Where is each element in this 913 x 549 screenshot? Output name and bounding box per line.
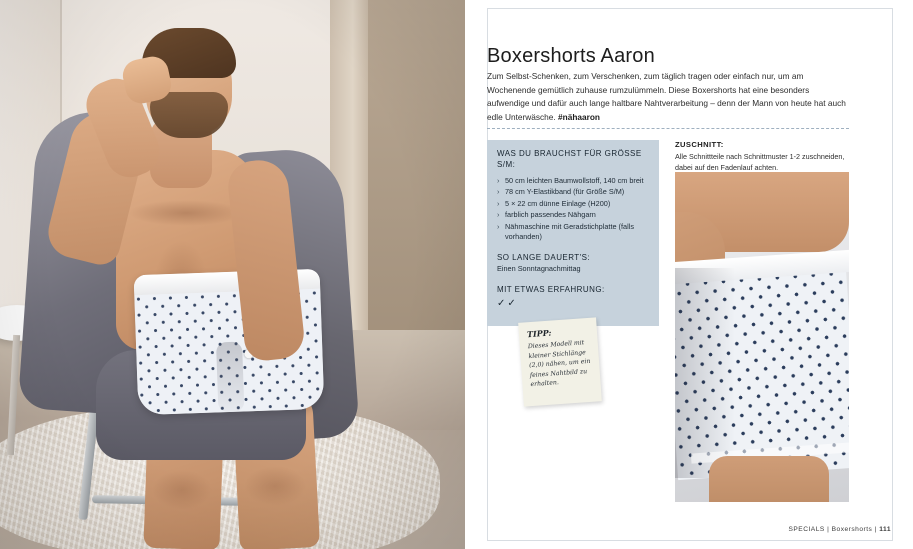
- detail-photo: [675, 172, 849, 502]
- list-item: › farblich passendes Nähgarn: [497, 210, 649, 221]
- duration-heading: SO LANGE DAUERT'S:: [497, 253, 591, 263]
- detail-leg: [709, 456, 829, 502]
- cutting-heading: ZUSCHNITT:: [675, 140, 724, 149]
- hashtag: #nähaaron: [558, 111, 600, 122]
- cutting-text: Alle Schnittteile nach Schnittmuster 1-2 zuschneiden, dabei auf den Fadenlauf achten.: [675, 152, 845, 172]
- chest-shading: [128, 200, 244, 226]
- duration-text: Einen Sonntagnachmittag: [497, 264, 581, 274]
- materials-list: [497, 176, 649, 243]
- skill-heading: MIT ETWAS ERFAHRUNG:: [497, 284, 605, 294]
- tip-text: Dieses Modell mit kleiner Stichlänge (2,0) nähen, um ein feines Nahtbild zu erhalten.: [527, 339, 591, 389]
- page-title: Boxershorts Aaron: [487, 45, 655, 68]
- footer-breadcrumb: SPECIALS | Boxershorts |: [788, 526, 877, 533]
- intro-paragraph: [487, 70, 849, 124]
- list-item: › 50 cm leichten Baumwollstoff, 140 cm breit: [497, 176, 649, 187]
- page-footer: [789, 526, 891, 533]
- list-item: › 78 cm Y-Elastikband (für Größe S/M): [497, 187, 649, 198]
- materials-heading: WAS DU BRAUCHST FÜR GRÖSSE S/M:: [497, 149, 642, 169]
- detail-shadow: [675, 268, 735, 478]
- page-number: 111: [879, 526, 891, 533]
- skill-level-marks: ✓✓: [497, 297, 518, 309]
- dashed-divider: [487, 128, 849, 129]
- tip-heading: TIPP:: [526, 327, 552, 340]
- right-knee-shading: [244, 466, 306, 506]
- materials-box: [487, 140, 659, 326]
- boxershorts-fly: [216, 342, 244, 413]
- right-text-page: [465, 0, 913, 549]
- list-item: › Nähmaschine mit Geradstichplatte (falls vorhanden): [497, 222, 649, 243]
- tip-note: [518, 317, 602, 406]
- left-knee-shading: [152, 470, 212, 510]
- intro-text: Zum Selbst-Schenken, zum Verschenken, zum täglich tragen oder einfach nur, um am Wochenende gemütlich zuhause rumzulümmeln. Diese Boxershorts hat eine besonders aufwendige und dafür auch lange haltbare Nahtverarbeitung – denn der Mann von heute hat auch edle Unterwäsche.: [487, 71, 846, 122]
- list-item: › 5 × 22 cm dünne Einlage (H200): [497, 199, 649, 210]
- cutting-section: [675, 140, 849, 174]
